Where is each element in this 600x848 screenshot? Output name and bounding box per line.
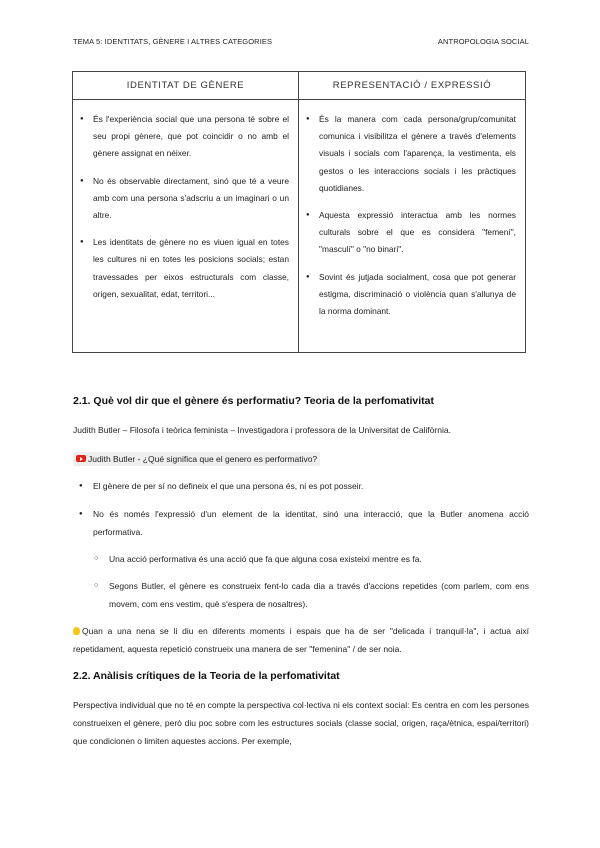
identity-item: ● No és observable directament, sinó que té a veure amb com una persona s'adscriu a un imaginari o un altre. [77, 173, 289, 225]
example-note-text: Quan a una nena se li diu en diferents moments i espais que ha de ser "delicada i tranquil·la", i actua així repetidament, aquesta repetició construeix una manera de ser "femenina" / de ser noia. [73, 626, 529, 654]
lightbulb-icon [73, 627, 80, 635]
expression-item: ● És la manera com cada persona/grup/comunitat comunica i visibilitza el gènere a través d'elements visuals i socials com l'aparença, la vestimenta, els gestos o les interaccions socials i les pràctiques quotidianes. [303, 111, 516, 197]
sub-list-2 [73, 577, 529, 613]
list-item: ● No és només l'expressió d'un element de la identitat, sinó una interacció, que la Butler anomena acció performativa. [73, 505, 529, 541]
video-link[interactable] [73, 452, 320, 466]
expression-item: ● Aquesta expressió interactua amb les normes culturals sobre el que es considera "femení", "masculí" o "no binari". [303, 207, 516, 259]
section-2-1-title: 2.1. Què vol dir que el gènere és performatiu? Teoria de la perfomativitat [73, 395, 434, 407]
header-course-topic: TEMA 5: IDENTITATS, GÈNERE I ALTRES CATEGORIES [73, 37, 273, 46]
identity-item: ● Les identitats de gènere no es viuen igual en totes les cultures ni en totes les posicions socials; estan travessades per eixos estructurals com classe, origen, sexualitat, edat, territori... [77, 234, 289, 303]
expression-item: ● Sovint és jutjada socialment, cosa que pot generar estigma, discriminació o violència quan s'allunya de la norma dominant. [303, 269, 516, 321]
table-header-identity: IDENTITAT DE GÈNERE [73, 72, 299, 99]
video-link-label: Judith Butler - ¿Qué significa que el genero es performativo? [88, 454, 318, 464]
sub-list-item: ○ Una acció performativa és una acció que fa que alguna cosa existeixi mentre es fa. [73, 550, 529, 568]
critique-paragraph: Perspectiva individual que no té en compte la perspectiva col·lectiva ni els context social: Es centra en com les persones construeixen el gènere, però diu poc sobre com les estructures socials (classe social, origen, raça/ètnica, espai/territori) que condicionen o limiten aquestes accions. Per exemple, [73, 700, 529, 746]
identity-item: ● És l'experiència social que una persona té sobre el seu propi gènere, que pot coincidir o no amb el gènere assignat en néixer. [77, 111, 289, 163]
table-header-row [73, 72, 525, 100]
sub-list [73, 550, 529, 568]
author-line: Judith Butler – Filosofa i teòrica feminista – Investigadora i professora de la Universitat de Califòrnia. [73, 425, 451, 435]
youtube-icon [76, 455, 86, 462]
table-body [73, 100, 525, 352]
list-item: ● El gènere de per sí no defineix el que una persona és, ni es pot posseir. [73, 477, 529, 495]
header-subject: ANTROPOLOGIA SOCIAL [437, 37, 529, 46]
performativity-list-2 [73, 505, 529, 541]
performativity-list [73, 477, 529, 495]
identity-column [73, 100, 299, 352]
comparison-table [72, 71, 526, 353]
sub-list-item: ○ Segons Butler, el gènere es construeix fent-lo cada dia a través d'accions repetides (com parlem, com ens movem, com ens vestim, què s'espera de nosaltres). [73, 577, 529, 613]
example-note [73, 622, 529, 658]
section-2-2-title: 2.2. Anàlisis crítiques de la Teoria de la perfomativitat [73, 670, 340, 682]
table-header-expression: REPRESENTACIÓ / EXPRESSIÓ [332, 80, 492, 91]
expression-column [299, 100, 525, 352]
